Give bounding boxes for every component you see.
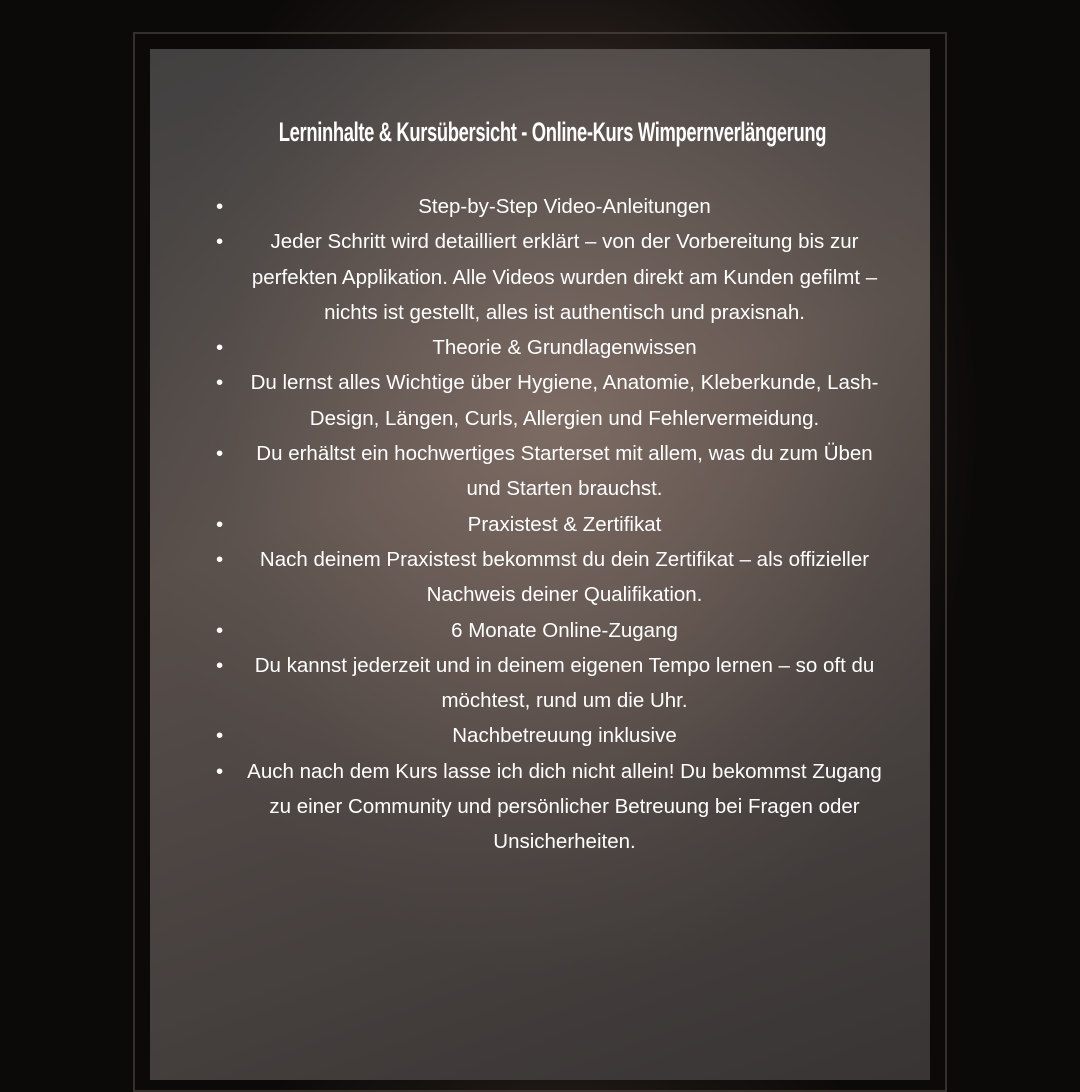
bullet-icon: •	[216, 759, 224, 783]
bullet-icon: •	[216, 618, 224, 642]
list-item	[212, 189, 882, 224]
bullet-icon: •	[216, 547, 224, 571]
list-item	[212, 648, 882, 719]
title-text: Lerninhalte & Kursübersicht - Online-Kurs Wimpernverlängerung	[278, 117, 827, 147]
list-item	[212, 507, 882, 542]
list-item-text: Du lernst alles Wichtige über Hygiene, Anatomie, Kleberkunde, Lash-Design, Längen, Curls, Allergien und Fehlervermeidung.	[250, 371, 879, 430]
list-item	[212, 718, 882, 753]
bullet-icon: •	[216, 653, 224, 677]
list-item	[212, 542, 882, 613]
list-item-text: Auch nach dem Kurs lasse ich dich nicht allein! Du bekommst Zugang zu einer Community und persönlicher Betreuung bei Fragen oder Unsicherheiten.	[247, 759, 882, 854]
list-item-text: Step-by-Step Video-Anleitungen	[418, 195, 711, 218]
bullet-icon: •	[216, 442, 224, 466]
course-content-list	[212, 189, 882, 860]
list-item	[212, 365, 882, 436]
list-item-text: 6 Monate Online-Zugang	[451, 618, 678, 642]
bullet-icon: •	[216, 195, 224, 218]
bullet-icon: •	[216, 230, 224, 254]
bullet-icon: •	[216, 371, 224, 395]
list-item-text: Du erhältst ein hochwertiges Starterset mit allem, was du zum Üben und Starten brauchst.	[256, 442, 873, 501]
bullet-icon: •	[216, 512, 224, 536]
list-item-text: Praxistest & Zertifikat	[467, 512, 662, 536]
list-item	[212, 330, 882, 365]
list-item-text: Jeder Schritt wird detailliert erklärt – von der Vorbereitung bis zur perfekten Applikation. Alle Videos wurden direkt am Kunden gefilmt – nichts ist gestellt, alles ist authentisch und praxisnah.	[251, 230, 878, 324]
list-item	[212, 754, 882, 860]
list-item-text: Du kannst jederzeit und in deinem eigenen Tempo lernen – so oft du möchtest, rund um die Uhr.	[254, 653, 875, 713]
list-item	[212, 613, 882, 648]
page-title	[150, 117, 930, 148]
bullet-icon: •	[216, 724, 224, 748]
content-panel	[150, 49, 930, 1080]
list-item	[212, 224, 882, 330]
list-item	[212, 436, 882, 507]
bullet-icon: •	[216, 336, 224, 360]
list-item-text: Nach deinem Praxistest bekommst du dein Zertifikat – als offizieller Nachweis deiner Qualifikation.	[259, 547, 870, 607]
list-item-text: Nachbetreuung inklusive	[452, 724, 677, 748]
list-item-text: Theorie & Grundlagenwissen	[432, 336, 697, 360]
